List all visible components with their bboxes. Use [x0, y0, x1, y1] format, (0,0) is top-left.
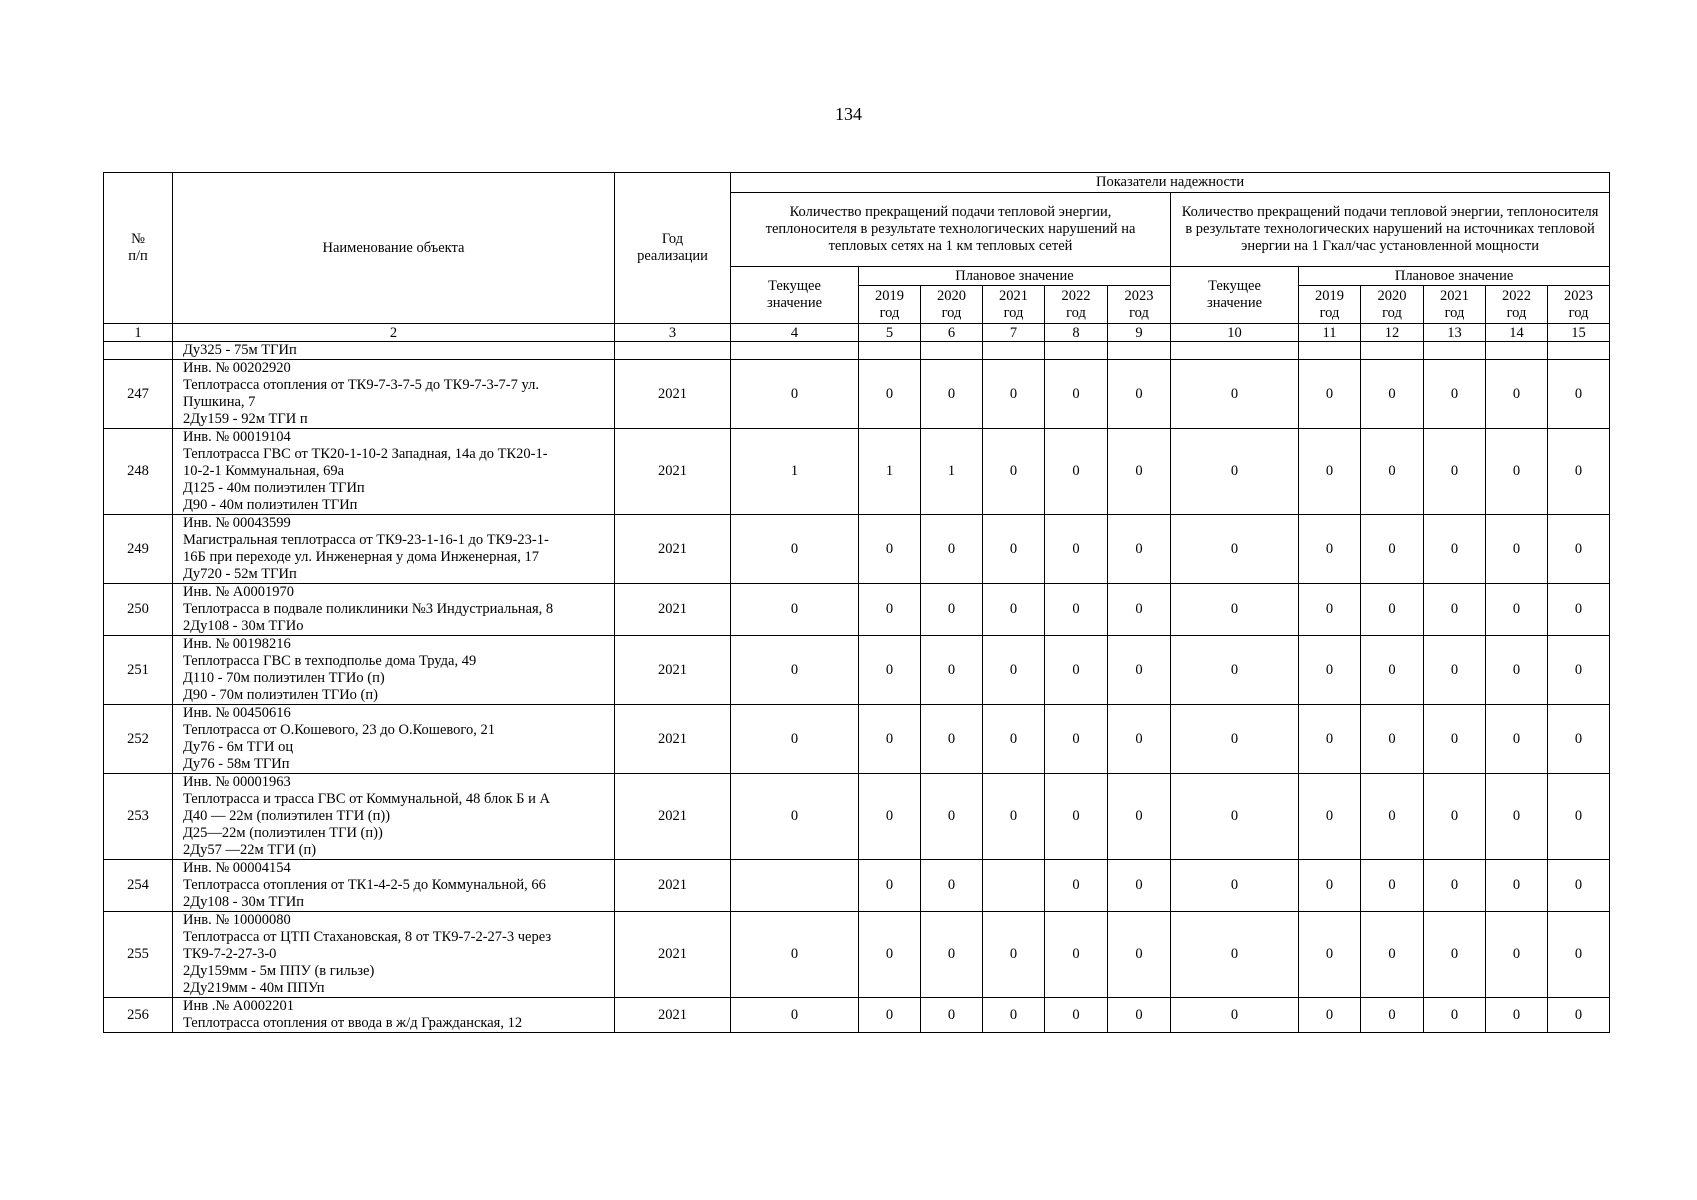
cell-value: 0 — [1424, 912, 1486, 998]
header-year-2021-b: 2021 год — [1424, 286, 1486, 324]
cell-value: 0 — [859, 860, 921, 912]
header-year-2021-a: 2021 год — [983, 286, 1045, 324]
cell-value — [859, 342, 921, 360]
name-line: Теплотрасса в подвале поликлиники №3 Индустриальная, 8 — [183, 601, 554, 617]
cell-value: 0 — [1361, 636, 1424, 705]
table-row — [104, 774, 1610, 860]
cell-no: 255 — [104, 912, 173, 998]
cell-value: 0 — [1299, 360, 1361, 429]
name-line: Д110 - 70м полиэтилен ТГИо (п) — [183, 670, 385, 686]
cell-value: 0 — [1548, 998, 1610, 1033]
cell-no: 250 — [104, 584, 173, 636]
cell-value: 0 — [1171, 998, 1299, 1033]
name-line: Ду720 - 52м ТГИп — [183, 566, 297, 582]
table-row — [104, 515, 1610, 584]
name-line: 2Ду108 - 30м ТГИп — [183, 894, 304, 910]
cell-value: 0 — [1548, 360, 1610, 429]
cell-no: 252 — [104, 705, 173, 774]
cell-value: 1 — [859, 429, 921, 515]
table-row — [104, 636, 1610, 705]
cell-value: 0 — [1548, 515, 1610, 584]
cell-year: 2021 — [615, 912, 731, 998]
cell-name: Ду325 - 75м ТГИп — [173, 342, 615, 360]
cell-value: 0 — [1486, 860, 1548, 912]
cell-year: 2021 — [615, 774, 731, 860]
header-year-2019-b: 2019 год — [1299, 286, 1361, 324]
continuation-row — [104, 342, 1610, 360]
cell-value — [1548, 342, 1610, 360]
page-number: 134 — [835, 104, 862, 124]
cell-value: 0 — [1486, 360, 1548, 429]
header-current-value-b: Текущее значение — [1171, 267, 1299, 324]
cell-value: 0 — [1045, 515, 1108, 584]
cell-value: 0 — [1548, 774, 1610, 860]
header-reliability-indicators: Показатели надежности — [731, 173, 1610, 193]
cell-value: 0 — [1424, 429, 1486, 515]
cell-value: 0 — [1486, 636, 1548, 705]
cell-no — [104, 342, 173, 360]
header-year-2023-b: 2023 год — [1548, 286, 1610, 324]
cell-value — [983, 342, 1045, 360]
name-line: Пушкина, 7 — [183, 394, 256, 410]
cell-year: 2021 — [615, 584, 731, 636]
cell-value: 0 — [1171, 636, 1299, 705]
cell-value: 0 — [983, 998, 1045, 1033]
name-line: Теплотрасса ГВС в техподполье дома Труда, 49 — [183, 653, 477, 669]
cell-value: 0 — [983, 584, 1045, 636]
cell-value: 0 — [859, 998, 921, 1033]
column-number: 2 — [173, 324, 615, 342]
column-number: 6 — [921, 324, 983, 342]
cell-value: 0 — [731, 998, 859, 1033]
table-row — [104, 912, 1610, 998]
cell-value: 0 — [1361, 998, 1424, 1033]
name-line: Теплотрасса от О.Кошевого, 23 до О.Кошевого, 21 — [183, 722, 495, 738]
column-number: 13 — [1424, 324, 1486, 342]
cell-value: 0 — [1108, 360, 1171, 429]
cell-value: 0 — [1171, 360, 1299, 429]
cell-value: 0 — [1299, 774, 1361, 860]
cell-value: 0 — [1108, 998, 1171, 1033]
cell-value: 0 — [1486, 515, 1548, 584]
cell-value: 0 — [731, 360, 859, 429]
column-number: 5 — [859, 324, 921, 342]
column-number: 15 — [1548, 324, 1610, 342]
cell-value: 0 — [1424, 774, 1486, 860]
header-year-2022-a: 2022 год — [1045, 286, 1108, 324]
name-line: Теплотрасса ГВС от ТК20-1-10-2 Западная, 14а до ТК20-1- — [183, 446, 548, 462]
table-row — [104, 584, 1610, 636]
cell-value — [1486, 342, 1548, 360]
cell-value: 0 — [1486, 774, 1548, 860]
cell-name — [173, 429, 615, 515]
cell-value — [1171, 342, 1299, 360]
header-year-2023-a: 2023 год — [1108, 286, 1171, 324]
cell-value: 0 — [859, 515, 921, 584]
cell-value: 0 — [1424, 860, 1486, 912]
name-line: 16Б при переходе ул. Инженерная у дома Инженерная, 17 — [183, 549, 539, 565]
cell-value: 1 — [731, 429, 859, 515]
name-line: Теплотрасса отопления от ТК9-7-3-7-5 до ТК9-7-3-7-7 ул. — [183, 377, 539, 393]
cell-year — [615, 342, 731, 360]
cell-value: 0 — [921, 636, 983, 705]
column-number: 9 — [1108, 324, 1171, 342]
cell-value: 0 — [921, 584, 983, 636]
cell-year: 2021 — [615, 998, 731, 1033]
cell-value: 0 — [921, 705, 983, 774]
header-year-2022-b: 2022 год — [1486, 286, 1548, 324]
column-number: 1 — [104, 324, 173, 342]
cell-value: 0 — [1361, 774, 1424, 860]
cell-value: 0 — [1486, 584, 1548, 636]
cell-value: 0 — [1108, 774, 1171, 860]
column-number: 11 — [1299, 324, 1361, 342]
cell-name — [173, 584, 615, 636]
cell-value — [731, 860, 859, 912]
cell-value: 0 — [1171, 429, 1299, 515]
cell-no: 248 — [104, 429, 173, 515]
name-line: Д40 — 22м (полиэтилен ТГИ (п)) — [183, 808, 391, 824]
cell-value — [1361, 342, 1424, 360]
cell-value — [1299, 342, 1361, 360]
cell-value: 0 — [1299, 998, 1361, 1033]
cell-value: 0 — [921, 360, 983, 429]
header-planned-value-a: Плановое значение — [859, 267, 1171, 286]
cell-value: 0 — [1361, 360, 1424, 429]
cell-value: 0 — [1548, 705, 1610, 774]
cell-year: 2021 — [615, 429, 731, 515]
cell-value: 0 — [1361, 584, 1424, 636]
header-current-value-a: Текущее значение — [731, 267, 859, 324]
name-line: Теплотрасса и трасса ГВС от Коммунальной, 48 блок Б и А — [183, 791, 550, 807]
cell-value: 0 — [983, 774, 1045, 860]
cell-value: 0 — [859, 360, 921, 429]
cell-value — [921, 342, 983, 360]
cell-value: 0 — [1424, 636, 1486, 705]
cell-value: 0 — [1548, 429, 1610, 515]
cell-value: 0 — [731, 584, 859, 636]
cell-value: 0 — [1361, 860, 1424, 912]
name-line: 2Ду57 —22м ТГИ (п) — [183, 842, 317, 858]
cell-value: 0 — [859, 774, 921, 860]
cell-value: 0 — [1299, 860, 1361, 912]
name-line: Ду76 - 58м ТГИп — [183, 756, 290, 772]
cell-value: 0 — [1171, 912, 1299, 998]
name-line: 10-2-1 Коммунальная, 69а — [183, 463, 345, 479]
cell-value: 0 — [1424, 584, 1486, 636]
name-line: Инв. № 00198216 — [183, 636, 291, 652]
column-number: 12 — [1361, 324, 1424, 342]
cell-value: 0 — [1361, 515, 1424, 584]
name-line: Д90 - 40м полиэтилен ТГИп — [183, 497, 358, 513]
column-numbers-row — [104, 324, 1610, 342]
cell-value: 0 — [1045, 912, 1108, 998]
cell-value — [1045, 342, 1108, 360]
cell-name — [173, 515, 615, 584]
cell-value: 0 — [1299, 636, 1361, 705]
name-line: Инв. № 00202920 — [183, 360, 291, 376]
table-row — [104, 860, 1610, 912]
column-number: 8 — [1045, 324, 1108, 342]
cell-value: 0 — [921, 774, 983, 860]
cell-value: 0 — [921, 860, 983, 912]
cell-value: 0 — [1299, 705, 1361, 774]
cell-year: 2021 — [615, 636, 731, 705]
cell-value: 0 — [1171, 515, 1299, 584]
cell-value: 0 — [983, 429, 1045, 515]
cell-value: 0 — [921, 912, 983, 998]
name-line: Ду76 - 6м ТГИ оц — [183, 739, 294, 755]
cell-value: 0 — [1486, 429, 1548, 515]
cell-value: 0 — [1108, 636, 1171, 705]
name-line: Д90 - 70м полиэтилен ТГИо (п) — [183, 687, 378, 703]
name-line: Инв. № 00001963 — [183, 774, 291, 790]
name-line: Инв. № 00450616 — [183, 705, 291, 721]
cell-value: 0 — [1486, 705, 1548, 774]
cell-name — [173, 636, 615, 705]
cell-value: 0 — [1361, 429, 1424, 515]
column-number: 3 — [615, 324, 731, 342]
cell-value: 0 — [1108, 429, 1171, 515]
cell-value: 0 — [1045, 360, 1108, 429]
name-line: Теплотрасса отопления от ввода в ж/д Гражданская, 12 — [183, 1015, 523, 1031]
column-number: 14 — [1486, 324, 1548, 342]
cell-no: 251 — [104, 636, 173, 705]
cell-value: 0 — [983, 636, 1045, 705]
cell-value: 0 — [1548, 584, 1610, 636]
cell-value: 0 — [731, 912, 859, 998]
cell-value: 0 — [1171, 774, 1299, 860]
header-year-2019-a: 2019 год — [859, 286, 921, 324]
cell-value: 0 — [1424, 998, 1486, 1033]
cell-value — [1108, 342, 1171, 360]
cell-name — [173, 860, 615, 912]
header-year-2020-a: 2020 год — [921, 286, 983, 324]
name-line: Теплотрасса отопления от ТК1-4-2-5 до Коммунальной, 66 — [183, 877, 546, 893]
cell-value: 0 — [1045, 998, 1108, 1033]
header-name: Наименование объекта — [173, 173, 615, 324]
name-line: Инв .№ А0002201 — [183, 998, 295, 1014]
cell-year: 2021 — [615, 360, 731, 429]
cell-value — [731, 342, 859, 360]
name-line: Д125 - 40м полиэтилен ТГИп — [183, 480, 365, 496]
cell-value: 0 — [1108, 705, 1171, 774]
header-year: Год реализации — [615, 173, 731, 324]
header-group-networks: Количество прекращений подачи тепловой энергии, теплоносителя в результате технологических нарушений на тепловых сетях на 1 км тепловых сетей — [731, 193, 1171, 267]
column-number: 10 — [1171, 324, 1299, 342]
cell-value: 0 — [731, 515, 859, 584]
cell-value: 0 — [1108, 584, 1171, 636]
name-line: Д25—22м (полиэтилен ТГИ (п)) — [183, 825, 383, 841]
cell-year: 2021 — [615, 515, 731, 584]
cell-value: 0 — [731, 636, 859, 705]
name-line: Инв. № 00004154 — [183, 860, 291, 876]
cell-year: 2021 — [615, 860, 731, 912]
cell-value: 0 — [983, 515, 1045, 584]
cell-value: 0 — [1108, 912, 1171, 998]
header-no: № п/п — [104, 173, 173, 324]
cell-value: 0 — [921, 998, 983, 1033]
cell-value: 0 — [1171, 860, 1299, 912]
reliability-table — [103, 172, 1610, 1033]
cell-no: 254 — [104, 860, 173, 912]
cell-value: 0 — [1299, 912, 1361, 998]
cell-value: 0 — [1424, 360, 1486, 429]
cell-value: 0 — [1361, 912, 1424, 998]
cell-name — [173, 705, 615, 774]
cell-value: 0 — [1424, 515, 1486, 584]
cell-no: 249 — [104, 515, 173, 584]
cell-value: 0 — [983, 705, 1045, 774]
cell-value: 0 — [1045, 429, 1108, 515]
name-line: 2Ду159 - 92м ТГИ п — [183, 411, 308, 427]
cell-no: 256 — [104, 998, 173, 1033]
cell-value: 0 — [731, 774, 859, 860]
column-number: 7 — [983, 324, 1045, 342]
name-line: Инв. № 00043599 — [183, 515, 291, 531]
cell-value: 0 — [1299, 515, 1361, 584]
cell-value — [983, 860, 1045, 912]
name-line: 2Ду159мм - 5м ППУ (в гильзе) — [183, 963, 375, 979]
name-line: Магистральная теплотрасса от ТК9-23-1-16-1 до ТК9-23-1- — [183, 532, 549, 548]
cell-value: 0 — [1486, 998, 1548, 1033]
cell-value: 0 — [1045, 860, 1108, 912]
cell-value: 0 — [731, 705, 859, 774]
cell-value: 0 — [1424, 705, 1486, 774]
cell-name — [173, 998, 615, 1033]
table-row — [104, 360, 1610, 429]
table-row — [104, 705, 1610, 774]
table-row — [104, 998, 1610, 1033]
cell-name — [173, 774, 615, 860]
cell-value: 0 — [1548, 636, 1610, 705]
name-line: 2Ду108 - 30м ТГИо — [183, 618, 304, 634]
name-line: Инв. № А0001970 — [183, 584, 295, 600]
cell-value: 0 — [1299, 429, 1361, 515]
cell-value: 0 — [1171, 705, 1299, 774]
cell-name — [173, 912, 615, 998]
name-line: Инв. № 10000080 — [183, 912, 291, 928]
cell-value: 0 — [1171, 584, 1299, 636]
cell-value: 0 — [859, 636, 921, 705]
table-row — [104, 429, 1610, 515]
cell-value: 0 — [859, 705, 921, 774]
cell-value: 0 — [983, 912, 1045, 998]
cell-value: 0 — [1299, 584, 1361, 636]
cell-value: 0 — [1045, 774, 1108, 860]
cell-value — [1424, 342, 1486, 360]
name-line: Инв. № 00019104 — [183, 429, 291, 445]
header-planned-value-b: Плановое значение — [1299, 267, 1610, 286]
cell-value: 0 — [1361, 705, 1424, 774]
header-year-2020-b: 2020 год — [1361, 286, 1424, 324]
name-line: ТК9-7-2-27-3-0 — [183, 946, 277, 962]
cell-value: 0 — [1108, 860, 1171, 912]
cell-value: 0 — [1108, 515, 1171, 584]
cell-value: 0 — [859, 584, 921, 636]
name-line: 2Ду219мм - 40м ППУп — [183, 980, 325, 996]
cell-no: 247 — [104, 360, 173, 429]
cell-value: 0 — [1548, 860, 1610, 912]
cell-value: 0 — [1548, 912, 1610, 998]
header-group-sources: Количество прекращений подачи тепловой энергии, теплоносителя в результате технологических нарушений на источниках тепловой энергии на 1 Гкал/час установленной мощности — [1171, 193, 1610, 267]
cell-name — [173, 360, 615, 429]
cell-year: 2021 — [615, 705, 731, 774]
name-line: Теплотрасса от ЦТП Стахановская, 8 от ТК9-7-2-27-3 через — [183, 929, 552, 945]
cell-value: 0 — [1045, 584, 1108, 636]
cell-value: 0 — [1045, 705, 1108, 774]
cell-no: 253 — [104, 774, 173, 860]
cell-value: 0 — [1045, 636, 1108, 705]
cell-value: 0 — [983, 360, 1045, 429]
cell-value: 1 — [921, 429, 983, 515]
cell-value: 0 — [921, 515, 983, 584]
cell-value: 0 — [1486, 912, 1548, 998]
column-number: 4 — [731, 324, 859, 342]
cell-value: 0 — [859, 912, 921, 998]
